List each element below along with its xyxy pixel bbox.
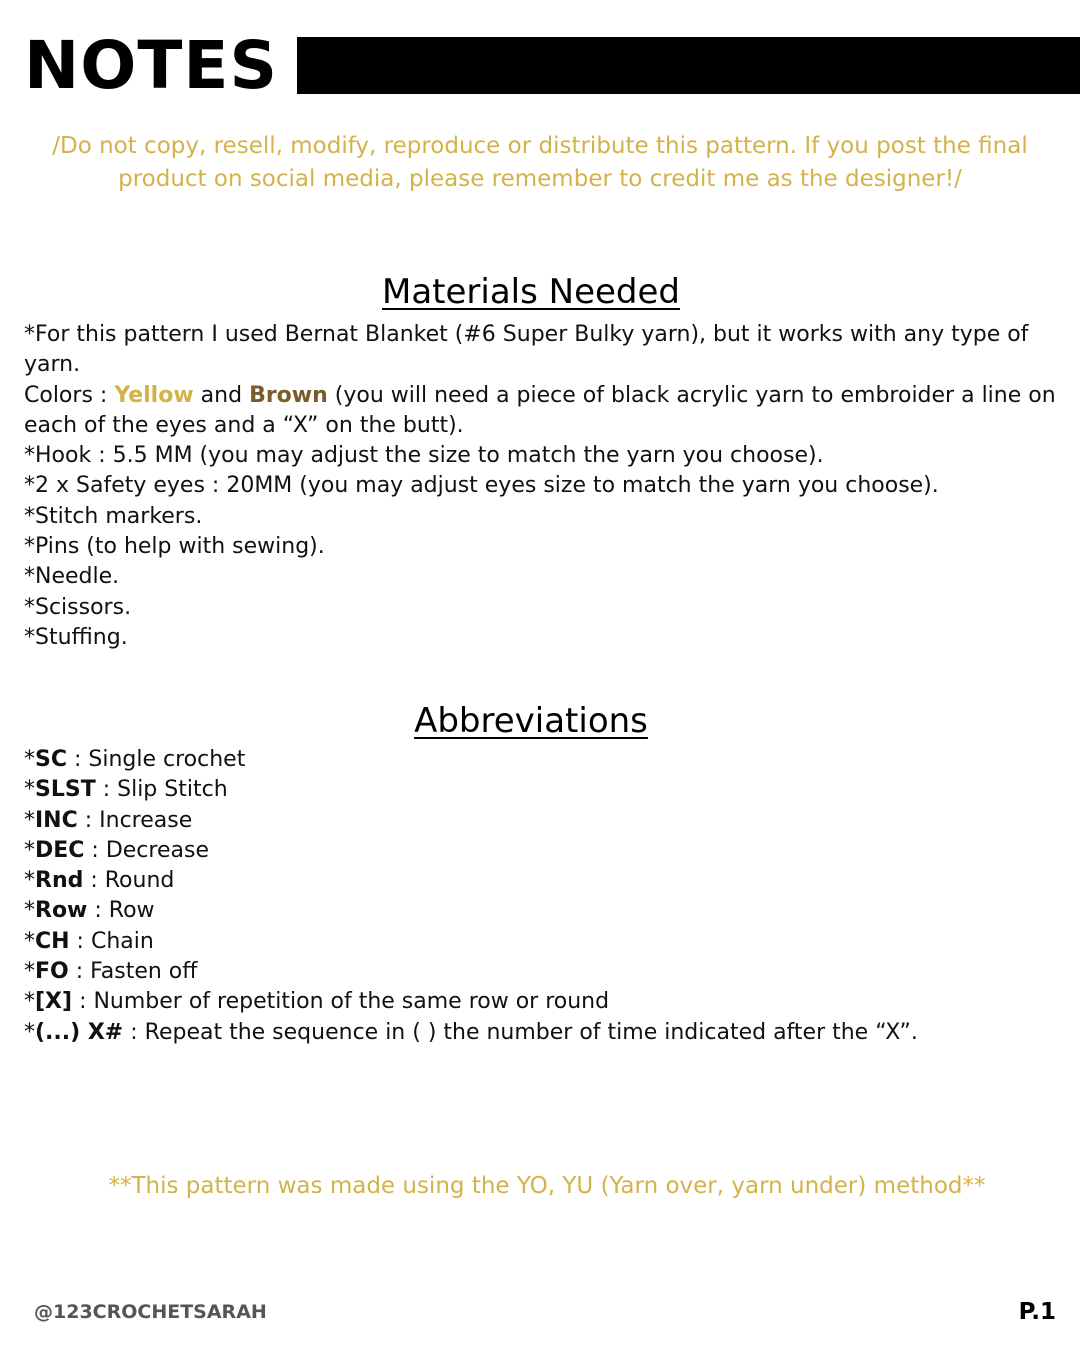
footer-handle: @123CROCHETSARAH	[34, 1301, 267, 1323]
abbreviation-term: FO	[35, 959, 69, 985]
materials-colors-line	[24, 381, 1064, 442]
abbreviation-term: [X]	[35, 989, 73, 1015]
abbreviation-term: Rnd	[35, 868, 84, 894]
materials-list	[24, 320, 1064, 653]
abbreviation-term: SLST	[35, 777, 96, 803]
abbreviation-desc: : Single crochet	[67, 747, 246, 772]
material-item-stitch-markers: *Stitch markers.	[24, 503, 203, 529]
materials-heading: Materials Needed	[382, 272, 680, 312]
page-header	[0, 26, 1080, 106]
material-item-pins: *Pins (to help with sewing).	[24, 534, 325, 560]
abbreviation-desc: : Round	[83, 868, 175, 894]
abbreviation-desc: : Increase	[77, 807, 193, 833]
color-brown: Brown	[249, 382, 328, 408]
abbreviation-item: *DEC : Decrease	[24, 837, 209, 863]
abbreviation-term: INC	[35, 807, 78, 833]
abbreviation-term: DEC	[35, 837, 85, 863]
abbreviation-desc: : Chain	[69, 928, 154, 954]
abbreviation-item: *(...) X# : Repeat the sequence in ( ) the number of time indicated after the “X”.	[24, 1019, 918, 1045]
colors-joiner: and	[193, 382, 250, 408]
abbreviation-desc: : Fasten off	[68, 959, 198, 985]
abbreviation-desc: : Repeat the sequence in ( ) the number of time indicated after the “X”.	[123, 1019, 918, 1045]
material-item-safety-eyes: *2 x Safety eyes : 20MM (you may adjust eyes size to match the yarn you choose).	[24, 473, 939, 499]
abbreviation-desc: : Slip Stitch	[95, 777, 228, 803]
color-yellow: Yellow	[114, 382, 194, 408]
abbreviation-item: *SC : Single crochet	[24, 747, 246, 772]
abbreviation-item: *FO : Fasten off	[24, 959, 198, 985]
material-item-hook: *Hook : 5.5 MM (you may adjust the size to match the yarn you choose).	[24, 443, 824, 469]
abbreviation-item: *[X] : Number of repetition of the same row or round	[24, 989, 610, 1015]
abbreviation-term: (...) X#	[35, 1019, 124, 1045]
abbreviation-term: CH	[35, 928, 70, 954]
abbreviation-item: *SLST : Slip Stitch	[24, 777, 228, 803]
material-item-needle: *Needle.	[24, 564, 120, 590]
abbreviation-desc: : Decrease	[84, 837, 209, 863]
page-number: P.1	[1018, 1299, 1056, 1325]
abbreviation-desc: : Row	[87, 898, 155, 924]
title-bar	[297, 37, 1080, 94]
colors-prefix: Colors :	[24, 382, 115, 408]
material-item-stuffing: *Stuffing.	[24, 624, 128, 650]
colors-suffix: (you will need a piece of black acrylic yarn to embroider a line on each of the eyes and a “X” on the butt).	[24, 382, 1056, 438]
material-item-scissors: *Scissors.	[24, 594, 132, 620]
abbreviations-heading: Abbreviations	[414, 701, 648, 741]
materials-yarn-line: *For this pattern I used Bernat Blanket (#6 Super Bulky yarn), but it works with any type of yarn.	[24, 322, 1029, 378]
abbreviation-desc: : Number of repetition of the same row or round	[72, 989, 610, 1015]
method-note: **This pattern was made using the YO, YU (Yarn over, yarn under) method**	[108, 1173, 986, 1199]
abbreviation-item: *INC : Increase	[24, 807, 193, 833]
abbreviation-term: Row	[35, 898, 88, 924]
abbreviation-item: *Rnd : Round	[24, 868, 175, 894]
abbreviation-item: *CH : Chain	[24, 928, 154, 954]
abbreviations-list	[24, 745, 1064, 1048]
abbreviation-term: SC	[35, 747, 67, 772]
abbreviation-item: *Row : Row	[24, 898, 155, 924]
page-title: NOTES	[24, 27, 278, 104]
copyright-disclaimer: /Do not copy, resell, modify, reproduce or distribute this pattern. If you post the final product on social media, please remember to credit me as the designer!/	[52, 133, 1028, 192]
